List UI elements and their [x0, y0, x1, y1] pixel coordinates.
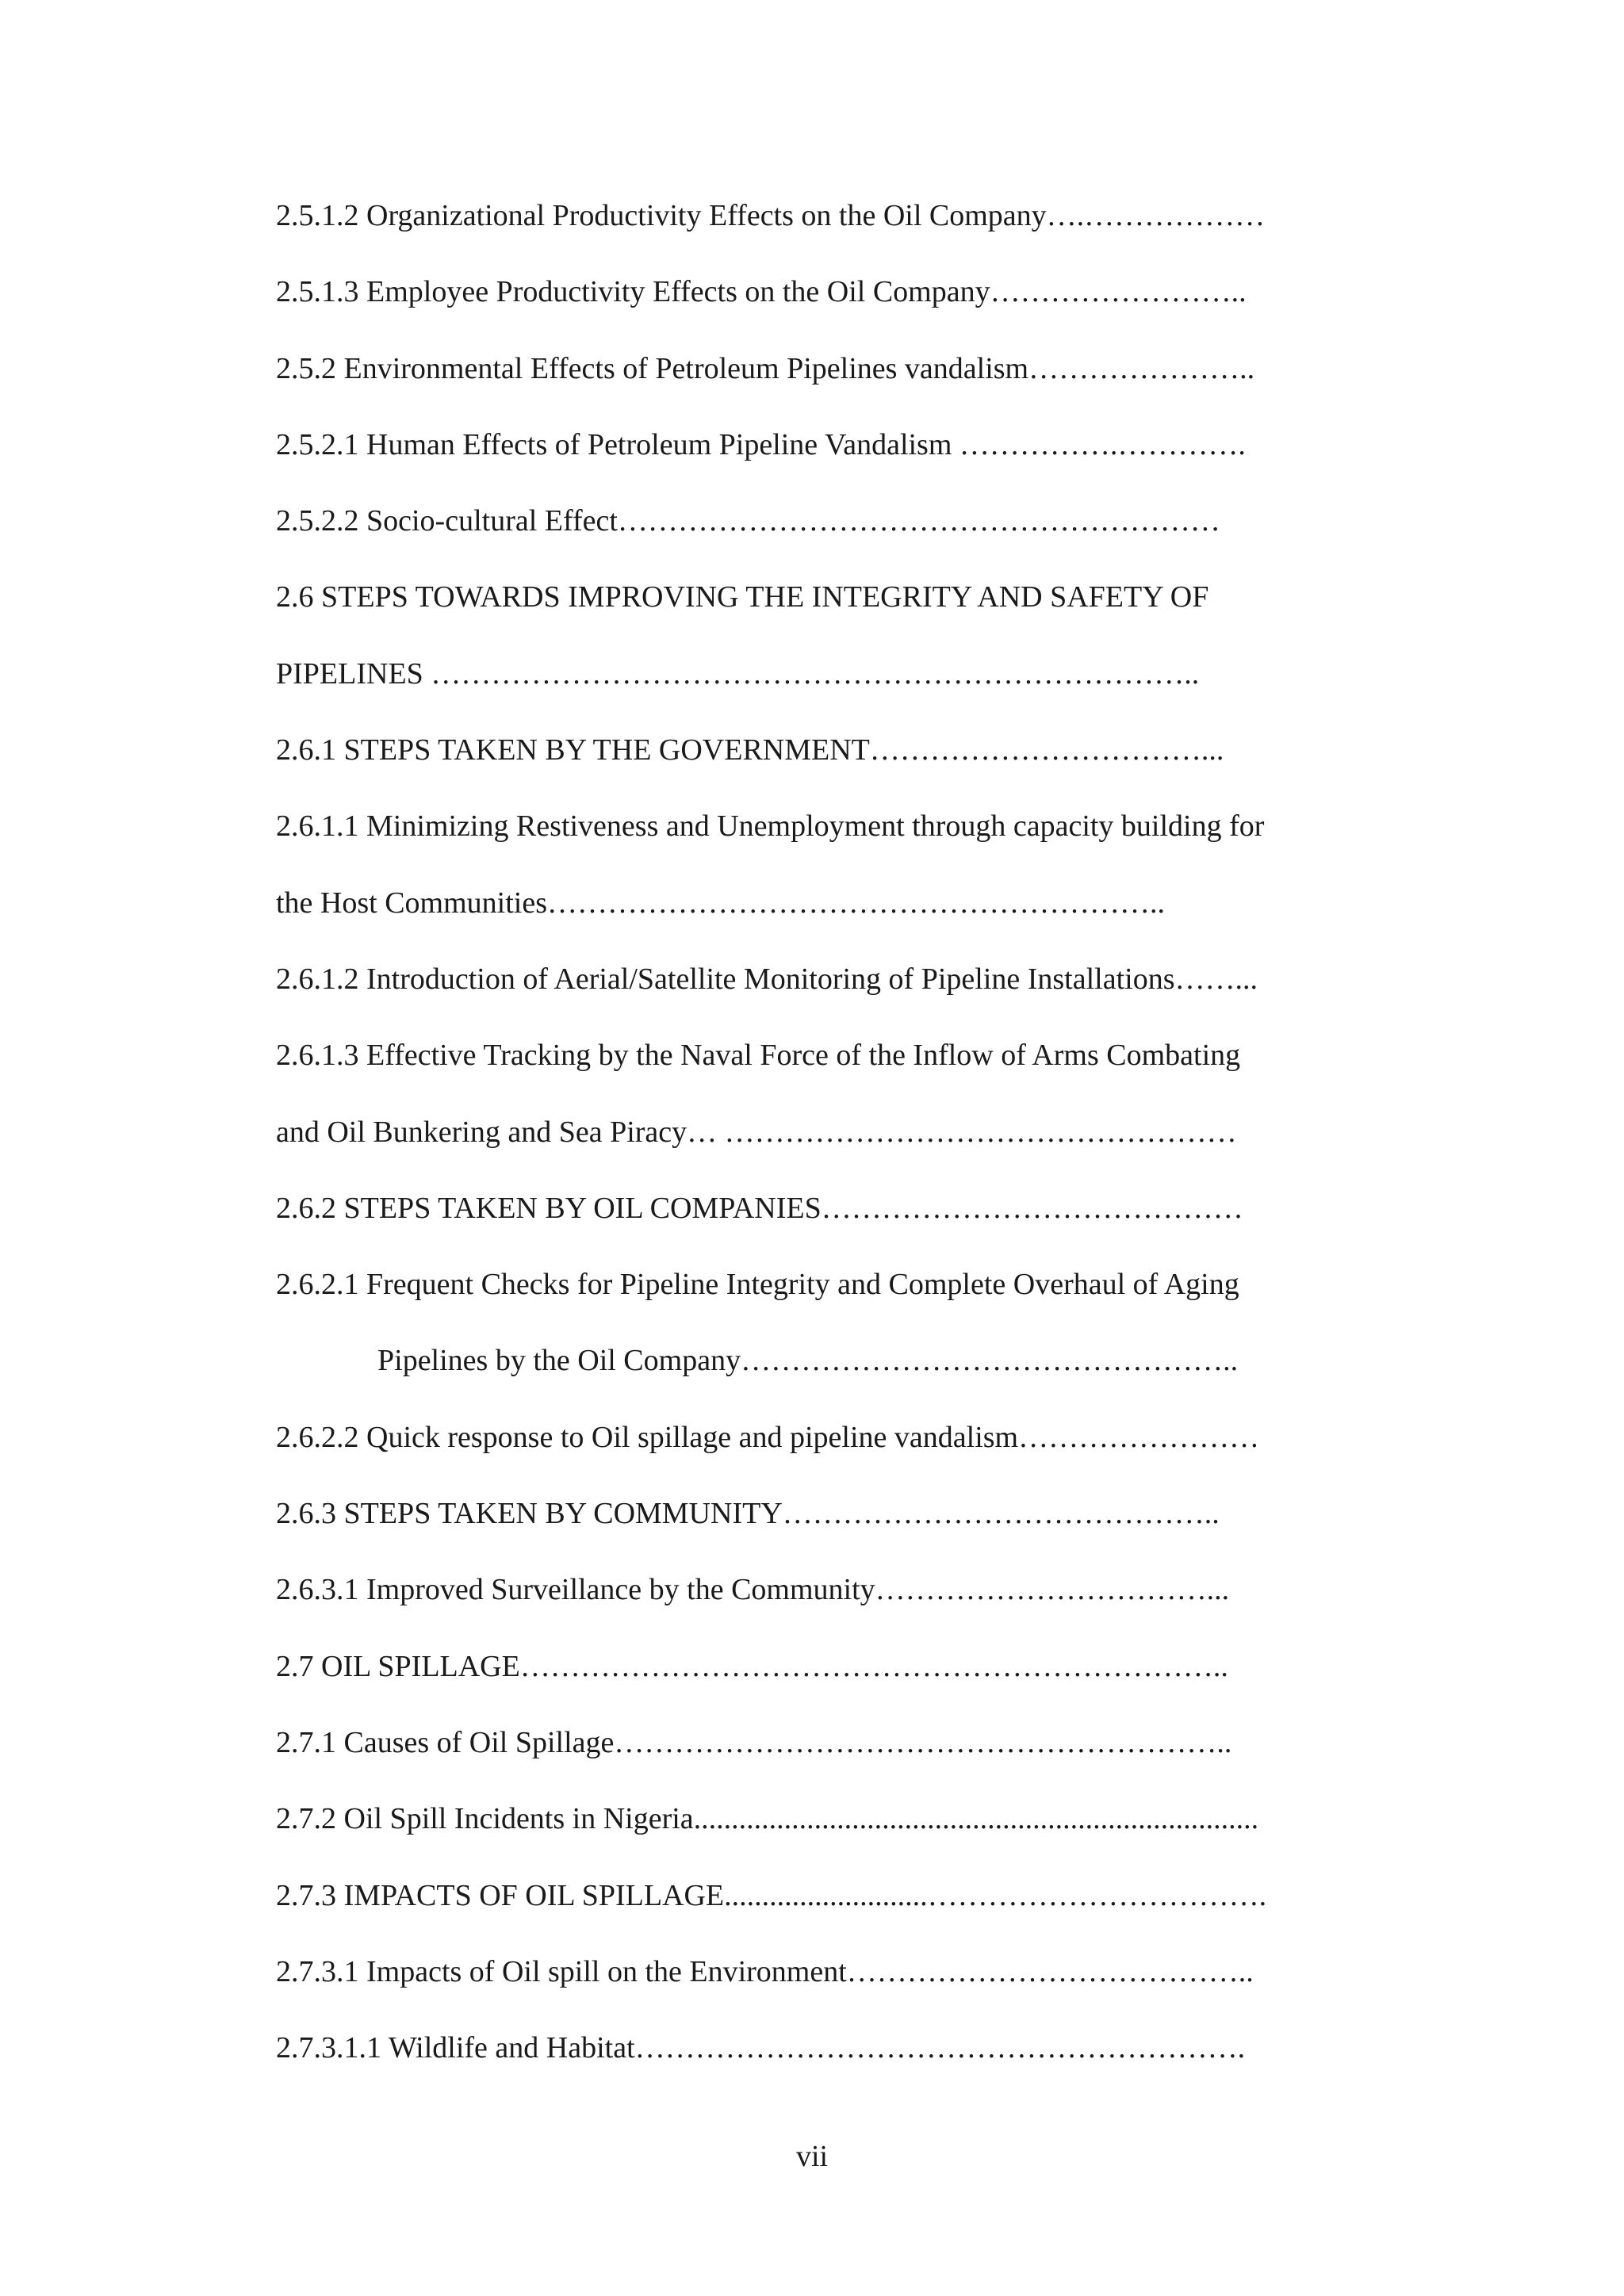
- toc-entry: 2.6 STEPS TOWARDS IMPROVING THE INTEGRITY AND SAFETY OF: [276, 580, 1209, 614]
- toc-entry: PIPELINES …………………………………………………………………..: [276, 656, 1200, 691]
- toc-entry: Pipelines by the Oil Company…………………………………………..: [377, 1344, 1239, 1378]
- toc-entry: 2.5.1.3 Employee Productivity Effects on the Oil Company……………………..: [276, 275, 1247, 309]
- toc-entry: the Host Communities……………………………………………………..: [276, 886, 1165, 920]
- toc-entry: 2.6.1.2 Introduction of Aerial/Satellite Monitoring of Pipeline Installations……...: [276, 962, 1258, 996]
- toc-entry: 2.5.2 Environmental Effects of Petroleum Pipelines vandalism…………………..: [276, 351, 1255, 385]
- toc-entry: 2.6.1.1 Minimizing Restiveness and Unemployment through capacity building for: [276, 809, 1265, 844]
- toc-entry: 2.6.2 STEPS TAKEN BY OIL COMPANIES……………………………………: [276, 1191, 1243, 1225]
- toc-entry: and Oil Bunkering and Sea Piracy… ……………………………………………: [276, 1115, 1237, 1149]
- toc-entry: 2.5.2.1 Human Effects of Petroleum Pipeline Vandalism …………….………….: [276, 427, 1246, 461]
- toc-entry: 2.7.3 IMPACTS OF OIL SPILLAGE...........................…………………………….: [276, 1878, 1267, 1912]
- toc-entry: 2.6.1.3 Effective Tracking by the Naval Force of the Inflow of Arms Combating: [276, 1039, 1241, 1073]
- toc-entry: 2.6.3 STEPS TAKEN BY COMMUNITY……………………………………..: [276, 1497, 1220, 1531]
- toc-entry: 2.7.1 Causes of Oil Spillage……………………………………………………..: [276, 1725, 1232, 1759]
- toc-entry: 2.7.3.1.1 Wildlife and Habitat…………………………………………………….: [276, 2031, 1246, 2065]
- toc-entry: 2.6.2.1 Frequent Checks for Pipeline Integrity and Complete Overhaul of Aging: [276, 1268, 1239, 1302]
- table-of-contents: [276, 190, 1362, 2099]
- toc-entry: 2.7 OIL SPILLAGE……………………………………………………………..: [276, 1649, 1228, 1683]
- toc-entry: 2.7.3.1 Impacts of Oil spill on the Environment…………………………………..: [276, 1954, 1254, 1988]
- toc-entry: 2.5.2.2 Socio-cultural Effect……………………………………………………: [276, 504, 1220, 538]
- toc-entry: 2.6.3.1 Improved Surveillance by the Community……………………………...: [276, 1573, 1230, 1607]
- page-number: vii: [795, 2140, 829, 2173]
- toc-entry: 2.7.2 Oil Spill Incidents in Nigeria...........................................................................: [276, 1802, 1259, 1836]
- toc-entry: 2.6.1 STEPS TAKEN BY THE GOVERNMENT……………………………...: [276, 733, 1224, 767]
- toc-entry: 2.6.2.2 Quick response to Oil spillage and pipeline vandalism……………………: [276, 1420, 1260, 1454]
- toc-entry: 2.5.1.2 Organizational Productivity Effects on the Oil Company….………………: [276, 199, 1266, 232]
